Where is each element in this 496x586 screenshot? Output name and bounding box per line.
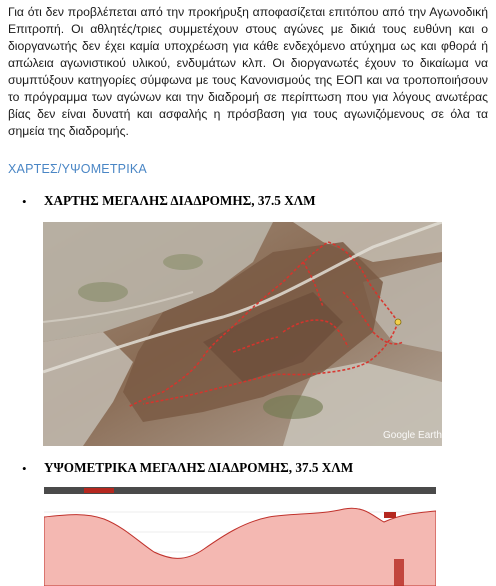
intro-paragraph: Για ότι δεν προβλέπεται από την προκήρυξη αποφασίζεται επιτόπου από την Αγωνοδική Επιτροπή. Οι αθλητές/τριες συμμετέχουν στους αγώνες με δικιά τους ευθύνη και ο διοργανωτής δεν έχει καμία υποχρέωση για κάθε ενδεχόμενο ατύχημα ως και φθορά ή απώλεια αγωνιστικού υλικού, ενδυμάτων κλπ. Οι διοργανωτές έχουν το δικαίωμα να συμπτύξουν κατηγορίες σύμφωνα με τους Κανονισμούς της ΕΟΠ και να τροποποιήσουν το πρόγραμμα των αγώνων και την διαδρομή σε περίπτωση που για λόγους ανωτέρας βίας δεν είναι δυνατή και ασφαλής η πρόσβαση για τους αγωνιζόμενους σε όλα τα σημεία της διαδρομής.	[8, 5, 488, 138]
bullet-marker: •	[22, 461, 27, 476]
elevation-profile-image	[44, 487, 436, 586]
bullet-marker: •	[22, 194, 27, 209]
elevation-bullet-title: ΥΨΟΜΕΤΡΙΚΑ ΜΕΓΑΛΗΣ ΔΙΑΔΡΟΜΗΣ, 37.5 ΧΛΜ	[44, 460, 354, 475]
section-heading-maps-elevation: ΧΑΡΤΕΣ/ΥΨΟΜΕΤΡΙΚΑ	[8, 162, 147, 176]
map-attribution: Google Earth	[383, 430, 442, 441]
chart-marker	[384, 512, 396, 518]
route-map-image	[43, 222, 442, 446]
map-bullet-title: ΧΑΡΤΗΣ ΜΕΓΑΛΗΣ ΔΙΑΔΡΟΜΗΣ, 37.5 ΧΛΜ	[44, 193, 316, 208]
chart-marker	[394, 559, 404, 586]
